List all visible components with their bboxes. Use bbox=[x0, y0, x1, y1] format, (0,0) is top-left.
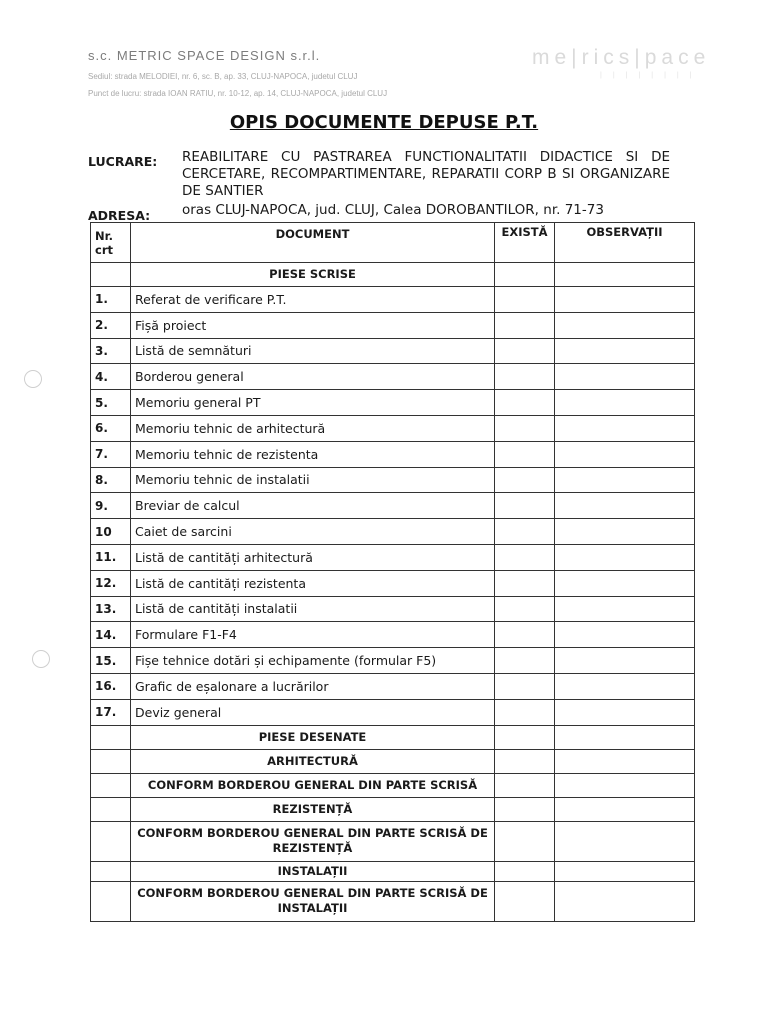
row-observatii-cell bbox=[555, 467, 695, 493]
row-observatii-cell bbox=[555, 570, 695, 596]
drawn-section-label: REZISTENȚĂ bbox=[131, 797, 495, 821]
row-document: Listă de cantități instalatii bbox=[131, 596, 495, 622]
row-observatii-cell bbox=[555, 441, 695, 467]
table-row bbox=[91, 415, 695, 441]
row-exista-cell bbox=[495, 699, 555, 725]
table-header-row bbox=[91, 223, 695, 263]
section-row bbox=[91, 263, 695, 287]
row-number: 2. bbox=[91, 312, 131, 338]
drawn-section-label: INSTALAȚII bbox=[131, 861, 495, 881]
row-document: Borderou general bbox=[131, 364, 495, 390]
drawn-section-row bbox=[91, 797, 695, 821]
row-number: 12. bbox=[91, 570, 131, 596]
table-row bbox=[91, 493, 695, 519]
row-exista-cell bbox=[495, 648, 555, 674]
company-name: s.c. METRIC SPACE DESIGN s.r.l. bbox=[88, 48, 321, 63]
row-number: 4. bbox=[91, 364, 131, 390]
row-document: Listă de semnături bbox=[131, 338, 495, 364]
row-number: 9. bbox=[91, 493, 131, 519]
table-row bbox=[91, 287, 695, 313]
row-observatii-cell bbox=[555, 415, 695, 441]
row-observatii-cell bbox=[555, 622, 695, 648]
row-observatii-cell bbox=[555, 493, 695, 519]
row-document: Caiet de sarcini bbox=[131, 519, 495, 545]
row-exista-cell bbox=[495, 570, 555, 596]
row-observatii-cell bbox=[555, 648, 695, 674]
documents-table bbox=[90, 222, 695, 922]
table-row bbox=[91, 673, 695, 699]
row-observatii-cell bbox=[555, 673, 695, 699]
row-observatii-cell bbox=[555, 699, 695, 725]
row-document: Memoriu tehnic de arhitectură bbox=[131, 415, 495, 441]
row-document: Memoriu tehnic de rezistenta bbox=[131, 441, 495, 467]
header-observatii: OBSERVAȚII bbox=[555, 223, 695, 263]
row-number: 14. bbox=[91, 622, 131, 648]
row-number: 7. bbox=[91, 441, 131, 467]
row-observatii-cell bbox=[555, 312, 695, 338]
row-exista-cell bbox=[495, 622, 555, 648]
row-document: Fișă proiect bbox=[131, 312, 495, 338]
row-document: Listă de cantități arhitectură bbox=[131, 544, 495, 570]
row-number: 10 bbox=[91, 519, 131, 545]
address-label: ADRESA: bbox=[88, 208, 151, 223]
row-observatii-cell bbox=[555, 519, 695, 545]
table-row bbox=[91, 364, 695, 390]
table-row bbox=[91, 519, 695, 545]
row-document: Breviar de calcul bbox=[131, 493, 495, 519]
table-row bbox=[91, 570, 695, 596]
table-row bbox=[91, 622, 695, 648]
row-number: 13. bbox=[91, 596, 131, 622]
row-number: 15. bbox=[91, 648, 131, 674]
work-label: LUCRARE: bbox=[88, 154, 158, 169]
row-document: Memoriu general PT bbox=[131, 390, 495, 416]
drawn-section-row bbox=[91, 773, 695, 797]
table-row bbox=[91, 596, 695, 622]
drawn-section-label: CONFORM BORDEROU GENERAL DIN PARTE SCRISĂ DE INSTALAȚII bbox=[131, 881, 495, 921]
row-observatii-cell bbox=[555, 390, 695, 416]
header-document: DOCUMENT bbox=[131, 223, 495, 263]
row-exista-cell bbox=[495, 544, 555, 570]
row-exista-cell bbox=[495, 467, 555, 493]
table-row bbox=[91, 441, 695, 467]
drawn-section-label: CONFORM BORDEROU GENERAL DIN PARTE SCRISĂ DE REZISTENȚĂ bbox=[131, 821, 495, 861]
address-text: oras CLUJ-NAPOCA, jud. CLUJ, Calea DOROBANTILOR, nr. 71-73 bbox=[182, 202, 604, 218]
section-written-label: PIESE SCRISE bbox=[131, 263, 495, 287]
row-number: 11. bbox=[91, 544, 131, 570]
drawn-section-row bbox=[91, 725, 695, 749]
row-document: Fișe tehnice dotări și echipamente (formular F5) bbox=[131, 648, 495, 674]
row-exista-cell bbox=[495, 312, 555, 338]
drawn-section-label: CONFORM BORDEROU GENERAL DIN PARTE SCRISĂ bbox=[131, 773, 495, 797]
row-exista-cell bbox=[495, 364, 555, 390]
drawn-section-row bbox=[91, 821, 695, 861]
logo-ticks: |||||||| bbox=[600, 72, 703, 79]
row-observatii-cell bbox=[555, 338, 695, 364]
table-row bbox=[91, 544, 695, 570]
row-observatii-cell bbox=[555, 287, 695, 313]
row-document: Referat de verificare P.T. bbox=[131, 287, 495, 313]
row-number: 17. bbox=[91, 699, 131, 725]
company-workplace: Punct de lucru: strada IOAN RATIU, nr. 10-12, ap. 14, CLUJ-NAPOCA, judetul CLUJ bbox=[88, 89, 388, 98]
row-document: Listă de cantități rezistenta bbox=[131, 570, 495, 596]
company-logo: me|rics|pace bbox=[532, 46, 711, 69]
row-number: 6. bbox=[91, 415, 131, 441]
row-exista-cell bbox=[495, 673, 555, 699]
punch-hole bbox=[24, 370, 42, 388]
row-exista-cell bbox=[495, 287, 555, 313]
row-exista-cell bbox=[495, 493, 555, 519]
row-exista-cell bbox=[495, 596, 555, 622]
table-row bbox=[91, 648, 695, 674]
drawn-section-row bbox=[91, 749, 695, 773]
table-row bbox=[91, 338, 695, 364]
row-number: 3. bbox=[91, 338, 131, 364]
table-row bbox=[91, 699, 695, 725]
row-observatii-cell bbox=[555, 596, 695, 622]
row-exista-cell bbox=[495, 519, 555, 545]
row-document: Memoriu tehnic de instalatii bbox=[131, 467, 495, 493]
row-observatii-cell bbox=[555, 544, 695, 570]
page-title: OPIS DOCUMENTE DEPUSE P.T. bbox=[229, 112, 539, 133]
row-number: 8. bbox=[91, 467, 131, 493]
drawn-section-label: ARHITECTURĂ bbox=[131, 749, 495, 773]
drawn-section-row bbox=[91, 881, 695, 921]
company-headquarters: Sediul: strada MELODIEI, nr. 6, sc. B, ap. 33, CLUJ-NAPOCA, judetul CLUJ bbox=[88, 72, 358, 81]
header-nr: Nr. crt bbox=[91, 223, 131, 263]
row-exista-cell bbox=[495, 338, 555, 364]
table-row bbox=[91, 312, 695, 338]
row-number: 1. bbox=[91, 287, 131, 313]
drawn-section-row bbox=[91, 861, 695, 881]
drawn-section-label: PIESE DESENATE bbox=[131, 725, 495, 749]
row-observatii-cell bbox=[555, 364, 695, 390]
row-exista-cell bbox=[495, 390, 555, 416]
punch-hole bbox=[32, 650, 50, 668]
row-document: Formulare F1-F4 bbox=[131, 622, 495, 648]
row-exista-cell bbox=[495, 415, 555, 441]
row-exista-cell bbox=[495, 441, 555, 467]
row-document: Grafic de eșalonare a lucrărilor bbox=[131, 673, 495, 699]
row-number: 16. bbox=[91, 673, 131, 699]
header-exista: EXISTĂ bbox=[495, 223, 555, 263]
table-row bbox=[91, 390, 695, 416]
work-description: REABILITARE CU PASTRAREA FUNCTIONALITATII DIDACTICE SI DE CERCETARE, RECOMPARTIMENTARE, REPARATII CORP B SI ORGANIZARE DE SANTIER bbox=[182, 149, 670, 199]
row-number: 5. bbox=[91, 390, 131, 416]
table-row bbox=[91, 467, 695, 493]
row-document: Deviz general bbox=[131, 699, 495, 725]
